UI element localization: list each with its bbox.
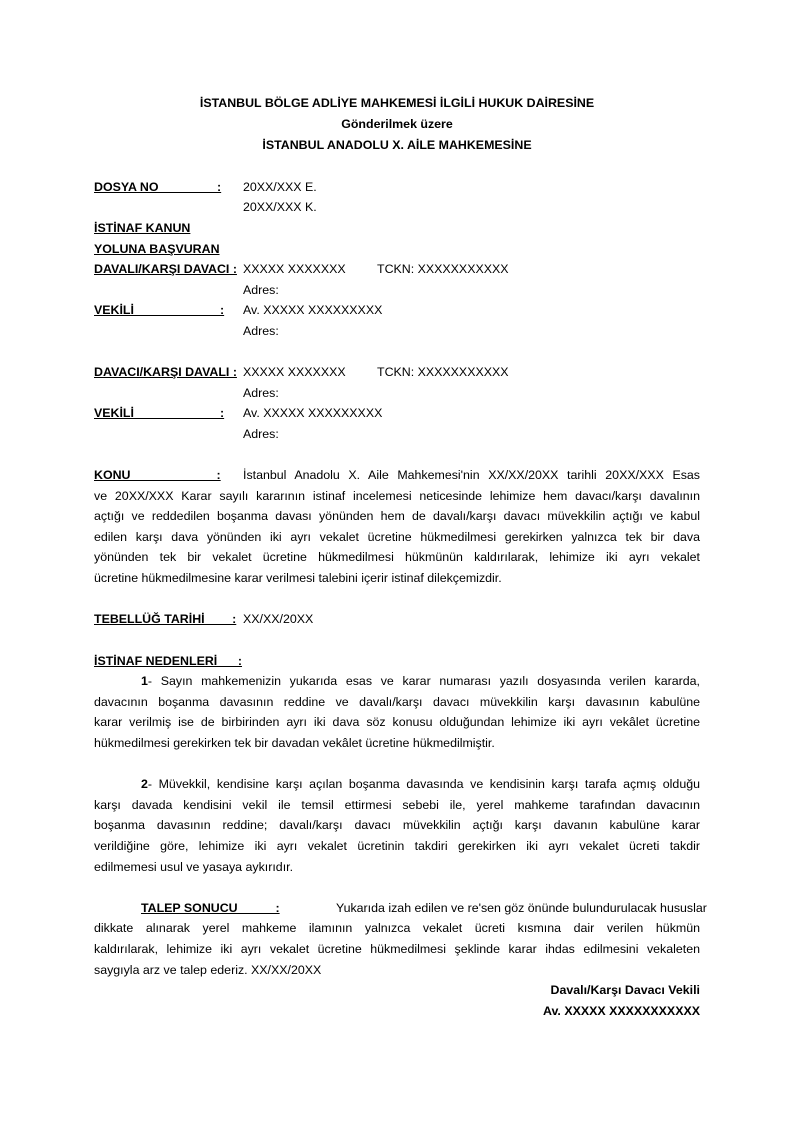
court-subtitle: Gönderilmek üzere (341, 117, 453, 131)
ground2-line: karşı davada kendisini vekil ile temsil ettirmesi sebebi ile, yerel mahkeme tarafından davacının (94, 798, 700, 812)
appellant-label: DAVALI/KARŞI DAVACI : (94, 262, 237, 276)
ground2-line: verildiğine göre, lehimize iki ayrı vekalet ücretinin takdiri gerekirken iki ayrı vekalet ücreti takdir (94, 839, 700, 853)
signature-name: Av. XXXXX XXXXXXXXXXX (542, 1004, 700, 1018)
ground2-last-line: edilmemesi usul ve yasaya aykırıdır. (94, 860, 294, 874)
attorney2-row (94, 403, 383, 423)
file-number-esas: 20XX/XXX E. (243, 180, 317, 194)
appellant-heading-1: İSTİNAF KANUN (94, 221, 191, 235)
attorney1-label: VEKİLİ : (94, 303, 225, 317)
subject-label: KONU : (94, 468, 221, 482)
file-number-row (94, 177, 317, 197)
ground1-line: karar verilmiş ise de birbirinden ayrı iki dava söz konusu olduğundan lehimize iki ayrı vekâlet ücretine (94, 715, 700, 729)
request-row (141, 898, 707, 918)
appellant-row (94, 259, 509, 279)
attorney1-address: Adres: (243, 324, 279, 338)
respondent-label: DAVACI/KARŞI DAVALI : (94, 365, 237, 379)
local-court-title: İSTANBUL ANADOLU X. AİLE MAHKEMESİNE (262, 138, 532, 152)
appellant-heading-2: YOLUNA BAŞVURAN (94, 242, 220, 256)
attorney2-name: Av. XXXXX XXXXXXXXX (243, 406, 383, 420)
attorney1-row (94, 300, 383, 320)
ground1-last-line: hükmedilmesi gerekirken tek bir davadan vekâlet ücretine hükmedilmiştir. (94, 736, 495, 750)
attorney2-label: VEKİLİ : (94, 406, 225, 420)
ground1-number: 1 (141, 674, 148, 688)
subject-line: yönünden tek bir vekalet ücretine hükmedilmesi hükmünün kaldırılarak, lehimize iki ayrı vekalet (94, 550, 700, 564)
ground2-number: 2 (141, 777, 148, 791)
ground2-first-line (141, 774, 700, 794)
respondent-name: XXXXX XXXXXXX (243, 365, 346, 379)
appellant-address: Adres: (243, 283, 279, 297)
ground1-first-text: - Sayın mahkemenizin yukarıda esas ve karar numarası yazılı dosyasında verilen kararda, (147, 674, 700, 688)
attorney2-address: Adres: (243, 427, 279, 441)
notification-date-row (94, 609, 314, 629)
signature-title: Davalı/Karşı Davacı Vekili (550, 983, 700, 997)
file-number-karar: 20XX/XXX K. (243, 200, 317, 214)
subject-line: ve 20XX/XXX Karar sayılı kararının istinaf incelemesi neticesinde lehimize hem davacı/karşı davalının (94, 489, 700, 503)
ground1-line: davacının boşanma davasının reddine ve davalı/karşı davacı müvekkilin karşı davasının kabulüne (94, 695, 700, 709)
request-first-line: Yukarıda izah edilen ve re'sen göz önünde bulundurulacak hususlar (336, 901, 707, 915)
appellant-name: XXXXX XXXXXXX (243, 262, 346, 276)
subject-line: edilen karşı dava yönünden iki ayrı vekalet ücretine hükmedilmesi gerekirken yalnızca tek bir dava (94, 530, 700, 544)
request-line: kaldırılarak, lehimize iki ayrı vekalet ücretine hükmedilmesi şeklinde karar ihdas edilmesini vekaleten (94, 942, 700, 956)
request-label: TALEP SONUCU : (141, 901, 280, 915)
appellant-tckn: TCKN: XXXXXXXXXXX (377, 262, 509, 276)
notification-date-label: TEBELLÜĞ TARİHİ : (94, 612, 237, 626)
grounds-heading: İSTİNAF NEDENLERİ : (94, 654, 243, 668)
subject-row (94, 465, 700, 485)
subject-first-line: İstanbul Anadolu X. Aile Mahkemesi'nin XX/XX/20XX tarihli 20XX/XXX Esas (243, 468, 700, 482)
respondent-address: Adres: (243, 386, 279, 400)
court-title: İSTANBUL BÖLGE ADLİYE MAHKEMESİ İLGİLİ HUKUK DAİRESİNE (199, 96, 595, 110)
request-last-line: saygıyla arz ve talep ederiz. XX/XX/20XX (94, 963, 322, 977)
ground2-line: boşanma davasının reddine; davalı/karşı davacı müvekkilin açtığı karşı davanın kabulüne karar (94, 818, 700, 832)
notification-date-value: XX/XX/20XX (243, 612, 314, 626)
ground2-first-text: - Müvekkil, kendisine karşı açılan boşanma davasında ve kendisinin karşı tarafa açmış olduğu (147, 777, 700, 791)
respondent-tckn: TCKN: XXXXXXXXXXX (377, 365, 509, 379)
file-number-label: DOSYA NO : (94, 180, 222, 194)
respondent-row (94, 362, 509, 382)
request-line: dikkate alınarak yerel mahkeme ilamının yalnızca vekalet ücreti kısmına dair verilen hükmün (94, 921, 700, 935)
subject-line: açtığı ve reddedilen boşanma davası yönünden hem de davalı/karşı davacı müvekkilin açtığı ve kabul (94, 509, 700, 523)
attorney1-name: Av. XXXXX XXXXXXXXX (243, 303, 383, 317)
ground1-first-line (141, 671, 700, 691)
grounds-heading-row (94, 651, 242, 671)
subject-last-line: ücretine hükmedilmesine karar verilmesi talebini içerir istinaf dilekçemizdir. (94, 571, 502, 585)
